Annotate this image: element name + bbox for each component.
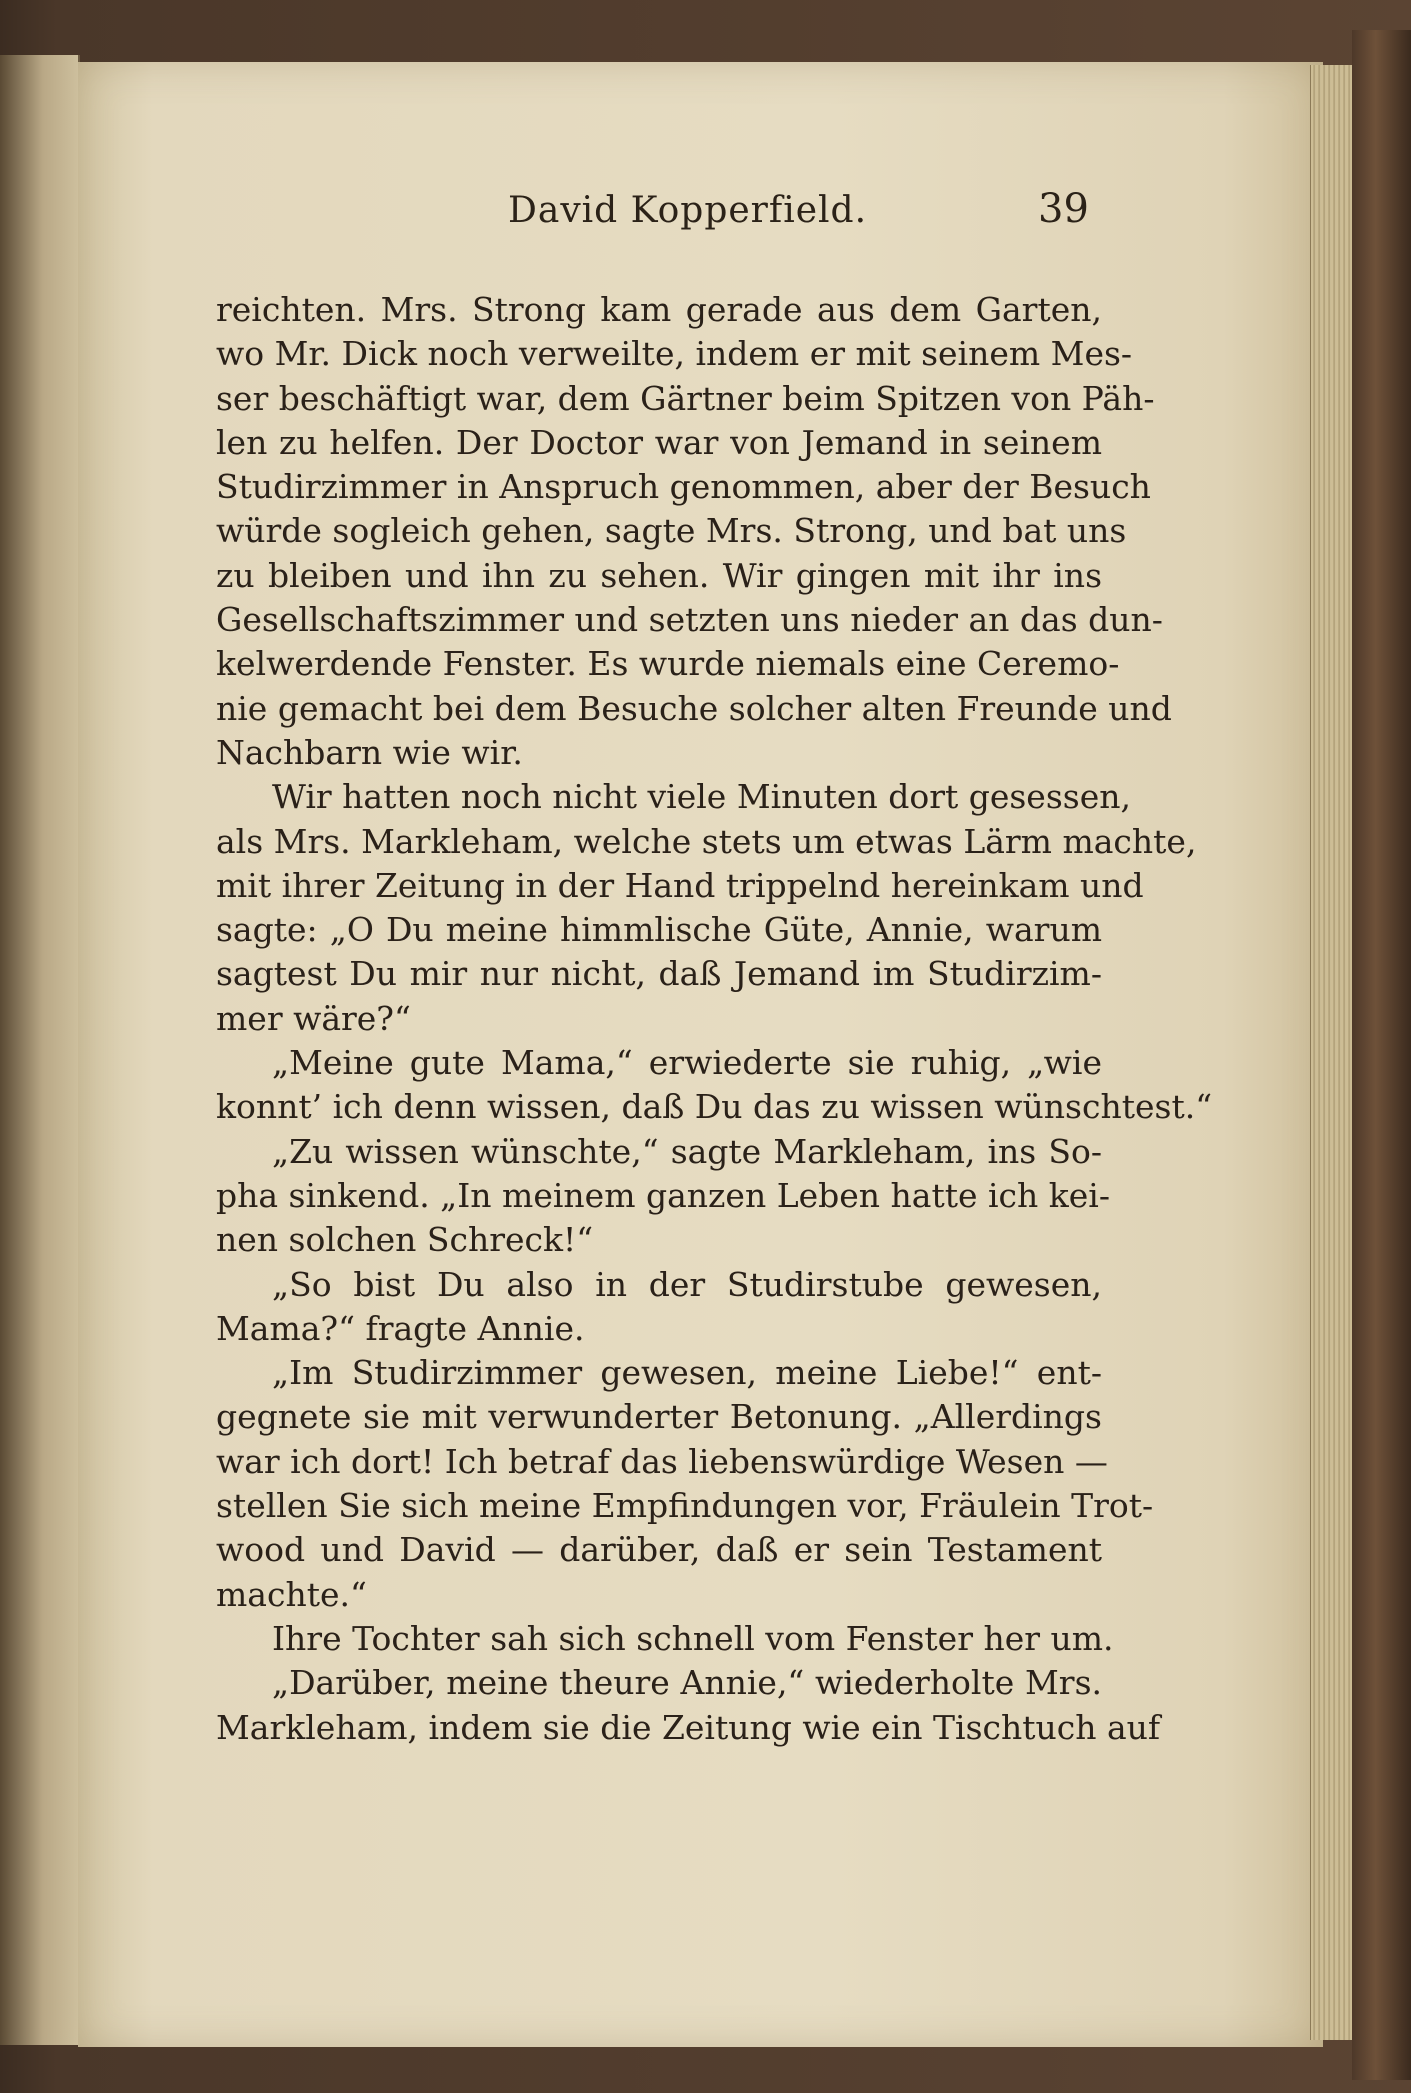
text-line: Wir hatten noch nicht viele Minuten dort gesessen, xyxy=(272,777,1131,817)
text-line: pha sinkend. „In meinem ganzen Leben hatte ich kei- xyxy=(216,1175,1111,1215)
text-line: Studirzimmer in Anspruch genommen, aber der Besuch xyxy=(216,467,1151,507)
text-line: Ihre Tochter sah sich schnell vom Fenster her um. xyxy=(272,1618,1114,1658)
text-line: nen solchen Schreck!“ xyxy=(216,1220,594,1260)
text-line: sagtest Du mir nur nicht, daß Jemand im Studirzim- xyxy=(216,954,1102,994)
text-line: konnt’ ich denn wissen, daß Du das zu wissen wünschtest.“ xyxy=(216,1087,1213,1127)
text-line: „Darüber, meine theure Annie,“ wiederholte Mrs. xyxy=(272,1663,1102,1703)
text-line: kelwerdende Fenster. Es wurde niemals eine Ceremo- xyxy=(216,644,1120,684)
text-line: stellen Sie sich meine Empfindungen vor, Fräulein Trot- xyxy=(216,1486,1154,1526)
text-line: Markleham, indem sie die Zeitung wie ein Tischtuch auf xyxy=(216,1707,1161,1747)
body-text xyxy=(216,288,1213,1750)
text-line: machte.“ xyxy=(216,1574,367,1614)
text-line: gegnete sie mit verwunderter Betonung. „Allerdings xyxy=(216,1397,1102,1437)
text-line: len zu helfen. Der Doctor war von Jemand in seinem xyxy=(216,422,1102,462)
text-line: würde sogleich gehen, sagte Mrs. Strong, und bat uns xyxy=(216,511,1127,551)
left-page-edge xyxy=(0,55,80,2045)
text-line: „Zu wissen wünschte,“ sagte Markleham, ins So- xyxy=(272,1131,1102,1171)
page-number: 39 xyxy=(1038,186,1089,232)
text-line: war ich dort! Ich betraf das liebenswürdige Wesen — xyxy=(216,1441,1108,1481)
text-line: nie gemacht bei dem Besuche solcher alten Freunde und xyxy=(216,688,1172,728)
text-line: als Mrs. Markleham, welche stets um etwas Lärm machte, xyxy=(216,821,1197,861)
text-line: „So bist Du also in der Studirstube gewesen, xyxy=(272,1264,1102,1304)
running-head xyxy=(78,186,1323,250)
running-title: David Kopperfield. xyxy=(508,190,868,231)
text-line: zu bleiben und ihn zu sehen. Wir gingen mit ihr ins xyxy=(216,555,1102,595)
text-line: „Meine gute Mama,“ erwiederte sie ruhig, „wie xyxy=(272,1043,1102,1083)
text-line: mer wäre?“ xyxy=(216,998,411,1038)
text-line: reichten. Mrs. Strong kam gerade aus dem Garten, xyxy=(216,290,1102,329)
text-line: mit ihrer Zeitung in der Hand trippelnd hereinkam und xyxy=(216,865,1144,905)
text-line: ser beschäftigt war, dem Gärtner beim Spitzen von Päh- xyxy=(216,378,1155,418)
page-edges xyxy=(1310,65,1353,2040)
text-line: Gesellschaftszimmer und setzten uns nieder an das dun- xyxy=(216,600,1163,640)
text-line: Mama?“ fragte Annie. xyxy=(216,1308,585,1348)
book-cover xyxy=(1352,30,1411,2080)
text-line: wo Mr. Dick noch verweilte, indem er mit seinem Mes- xyxy=(216,334,1133,374)
text-line: Nachbarn wie wir. xyxy=(216,732,523,772)
text-line: „Im Studirzimmer gewesen, meine Liebe!“ ent- xyxy=(272,1353,1102,1393)
text-line: sagte: „O Du meine himmlische Güte, Annie, warum xyxy=(216,910,1102,950)
text-line: wood und David — darüber, daß er sein Testament xyxy=(216,1530,1102,1570)
